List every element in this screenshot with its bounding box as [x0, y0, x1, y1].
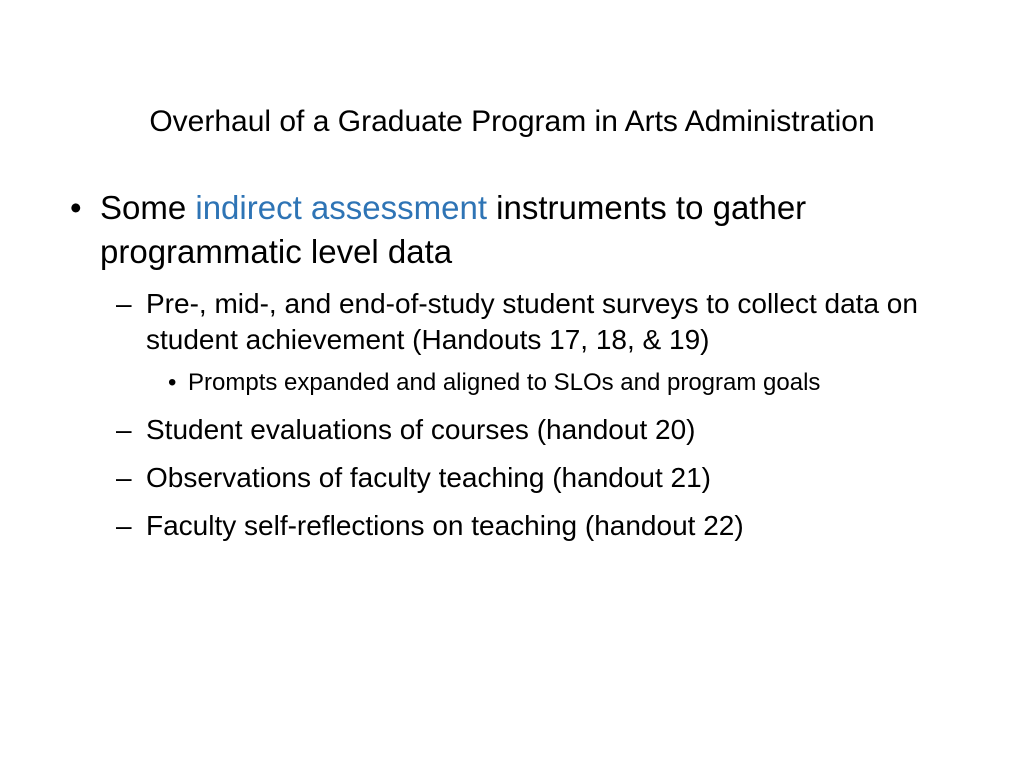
slide-title: Overhaul of a Graduate Program in Arts Administration: [149, 105, 875, 138]
sub-item-surveys: [116, 286, 960, 358]
dash-icon: –: [116, 414, 132, 445]
sub-item-text: Observations of faculty teaching (handout 21): [146, 462, 712, 493]
sub-item-course-evaluations: [116, 412, 960, 448]
sub-sub-item-prompts: [168, 366, 960, 400]
sub-item-self-reflections: [116, 508, 960, 544]
dash-icon: –: [116, 510, 132, 541]
dash-icon: –: [116, 288, 132, 319]
sub-item-observations: [116, 460, 960, 496]
sub-item-text: Faculty self-reflections on teaching (handout 22): [146, 510, 744, 541]
dash-icon: –: [116, 462, 132, 493]
sub-item-text: Pre-, mid-, and end-of-study student surveys to collect data on student achievement (Handouts 17, 18, & 19): [146, 288, 918, 355]
bullet-text-before: Some: [100, 189, 196, 226]
slide-body: [70, 186, 960, 544]
bullet-icon: •: [70, 189, 82, 226]
bullet-icon: •: [168, 369, 177, 396]
sub-sub-item-text: Prompts expanded and aligned to SLOs and program goals: [188, 369, 821, 396]
bullet-text-after: instruments to gather programmatic level data: [100, 189, 807, 270]
bullet-highlight: indirect assessment: [195, 189, 487, 226]
sub-item-text: Student evaluations of courses (handout 20): [146, 414, 696, 445]
bullet-level-1: [70, 186, 960, 274]
